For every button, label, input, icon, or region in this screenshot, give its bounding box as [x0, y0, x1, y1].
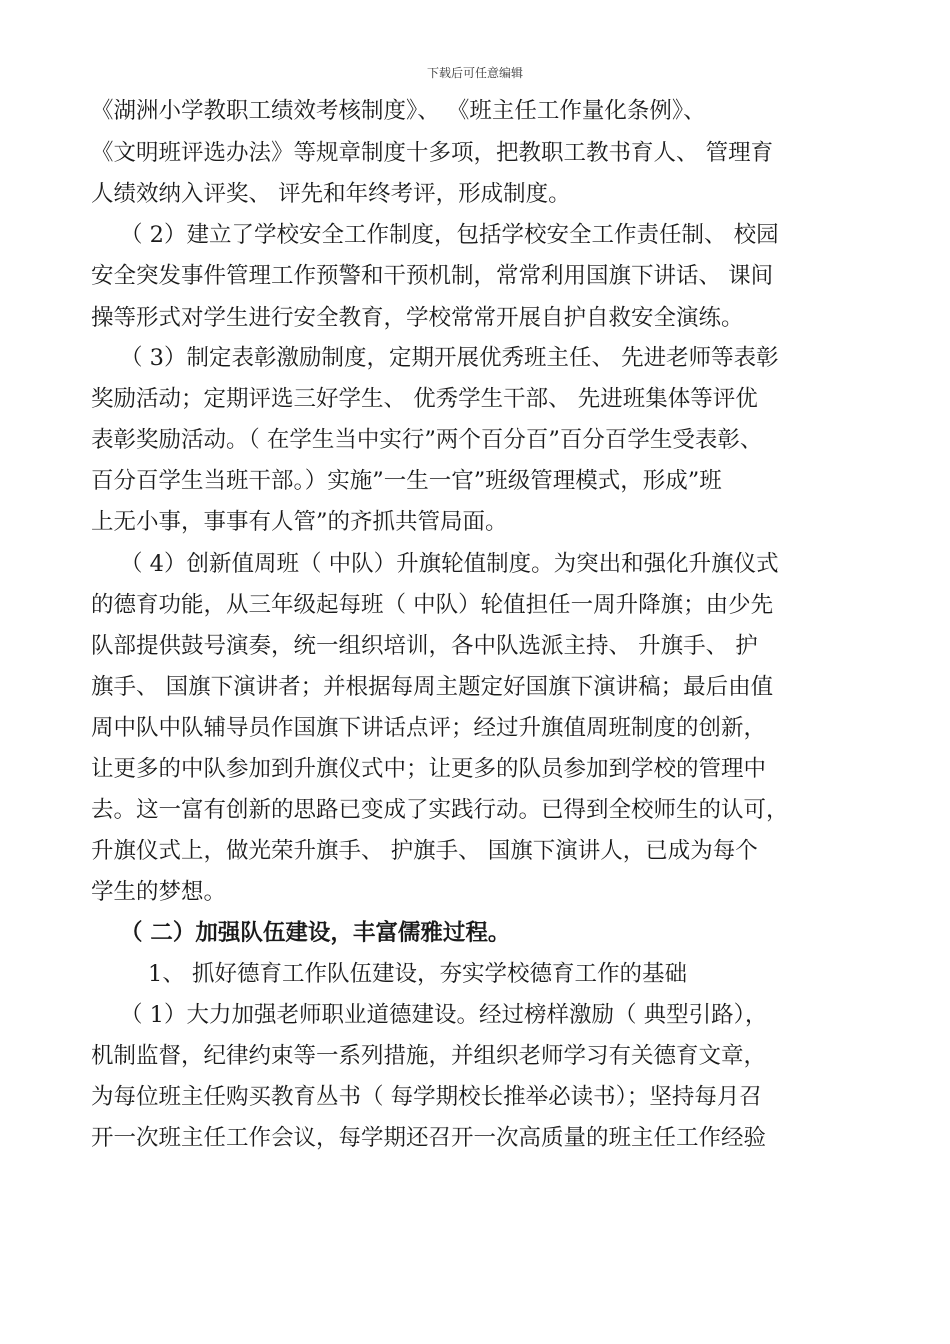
text-line: 奖励活动；定期评选三好学生、 优秀学生干部、 先进班集体等评优: [91, 386, 758, 412]
text-line: 百分百学生当班干部。）实施”一生一官”班级管理模式，形成”班: [91, 468, 722, 494]
subsection-heading: 1、 抓好德育工作队伍建设，夯实学校德育工作的基础: [148, 961, 687, 987]
text-line: 周中队中队辅导员作国旗下讲话点评；经过升旗值周班制度的创新，: [91, 715, 767, 741]
text-line: 升旗仪式上，做光荣升旗手、 护旗手、 国旗下演讲人，已成为每个: [91, 838, 758, 864]
text-line: 《湖洲小学教职工绩效考核制度》、 《班主任工作量化条例》、: [91, 98, 706, 124]
text-line: 上无小事，事事有人管”的齐抓共管局面。: [91, 509, 508, 535]
text-line: 旗手、 国旗下演讲者；并根据每周主题定好国旗下演讲稿；最后由值: [91, 674, 774, 700]
text-line: （ 1）大力加强老师职业道德建设。经过榜样激励（ 典型引路），: [120, 1002, 768, 1028]
section-heading: （ 二）加强队伍建设，丰富儒雅过程。: [120, 920, 511, 946]
text-line: 人绩效纳入评奖、 评先和年终考评，形成制度。: [91, 181, 571, 207]
text-line: 操等形式对学生进行安全教育，学校常常开展自护自救安全演练。: [91, 305, 744, 331]
text-line: 让更多的中队参加到升旗仪式中；让更多的队员参加到学校的管理中: [91, 756, 767, 782]
text-line: 的德育功能，从三年级起每班（ 中队）轮值担任一周升降旗；由少先: [91, 592, 774, 618]
text-line: 《文明班评选办法》等规章制度十多项，把教职工教书育人、 管理育: [91, 140, 774, 166]
text-line: 表彰奖励活动。（ 在学生当中实行”两个百分百”百分百学生受表彰、: [91, 427, 763, 453]
text-line: （ 4）创新值周班（ 中队）升旗轮值制度。为突出和强化升旗仪式: [120, 551, 779, 577]
text-line: （ 2）建立了学校安全工作制度，包括学校安全工作责任制、 校园: [120, 222, 779, 248]
text-line: （ 3）制定表彰激励制度，定期开展优秀班主任、 先进老师等表彰: [120, 345, 779, 371]
download-edit-note: 下载后可任意编辑: [426, 66, 523, 80]
text-line: 去。这一富有创新的思路已变成了实践行动。已得到全校师生的认可，: [91, 797, 789, 823]
text-line: 学生的梦想。: [91, 879, 227, 905]
text-line: 机制监督，纪律约束等一系列措施，并组织老师学习有关德育文章，: [91, 1043, 767, 1069]
text-line: 安全突发事件管理工作预警和干预机制，常常利用国旗下讲话、 课间: [91, 263, 774, 289]
text-line: 队部提供鼓号演奏，统一组织培训，各中队选派主持、 升旗手、 护: [91, 633, 758, 659]
text-line: 开一次班主任工作会议，每学期还召开一次高质量的班主任工作经验: [91, 1125, 767, 1151]
text-line: 为每位班主任购买教育丛书（ 每学期校长推举必读书）；坚持每月召: [91, 1084, 762, 1110]
